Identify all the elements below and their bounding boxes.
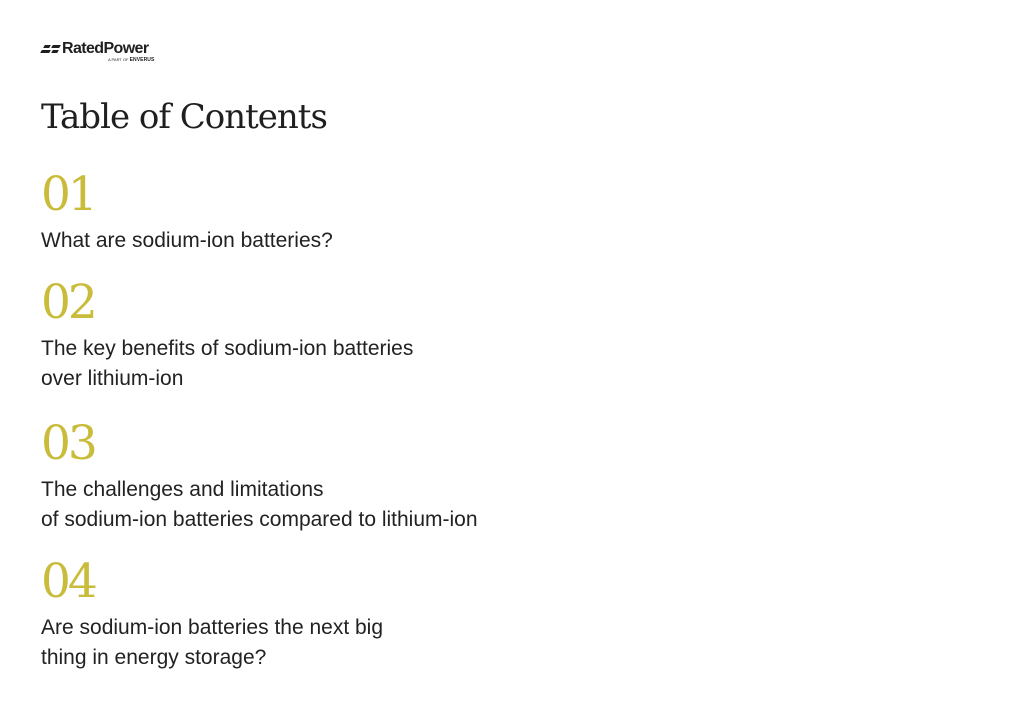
toc-number: 03 bbox=[41, 416, 95, 471]
toc-item-3[interactable] bbox=[41, 416, 478, 535]
ratedpower-logo bbox=[41, 40, 171, 66]
page-title: Table of Contents bbox=[41, 97, 327, 137]
logo-wordmark: RatedPower bbox=[62, 40, 149, 57]
toc-number: 01 bbox=[41, 167, 95, 222]
toc-label-line: The key benefits of sodium-ion batteries bbox=[41, 337, 414, 360]
toc-label bbox=[41, 334, 413, 394]
toc-number: 04 bbox=[41, 554, 95, 609]
toc-label bbox=[41, 613, 383, 673]
toc-label-line: The challenges and limitations bbox=[41, 478, 324, 501]
logo-tagline bbox=[108, 57, 154, 63]
toc-item-1[interactable] bbox=[41, 167, 333, 256]
toc-label bbox=[41, 475, 478, 535]
toc-item-2[interactable] bbox=[41, 275, 414, 394]
toc-label-line: What are sodium-ion batteries? bbox=[41, 229, 333, 252]
logo-tagline-prefix: A PART OF bbox=[108, 57, 129, 62]
toc-item-4[interactable] bbox=[41, 554, 384, 673]
toc-number: 02 bbox=[41, 275, 95, 330]
toc-label-line: thing in energy storage? bbox=[41, 646, 267, 669]
logo-tagline-company: ENVERUS bbox=[129, 57, 155, 63]
toc-label-line: Are sodium-ion batteries the next big bbox=[41, 616, 384, 639]
toc-label-line: over lithium-ion bbox=[41, 367, 184, 390]
ratedpower-logo-mark-icon bbox=[41, 43, 61, 55]
toc-label bbox=[41, 226, 333, 256]
toc-label-line: of sodium-ion batteries compared to lithium-ion bbox=[41, 508, 478, 531]
